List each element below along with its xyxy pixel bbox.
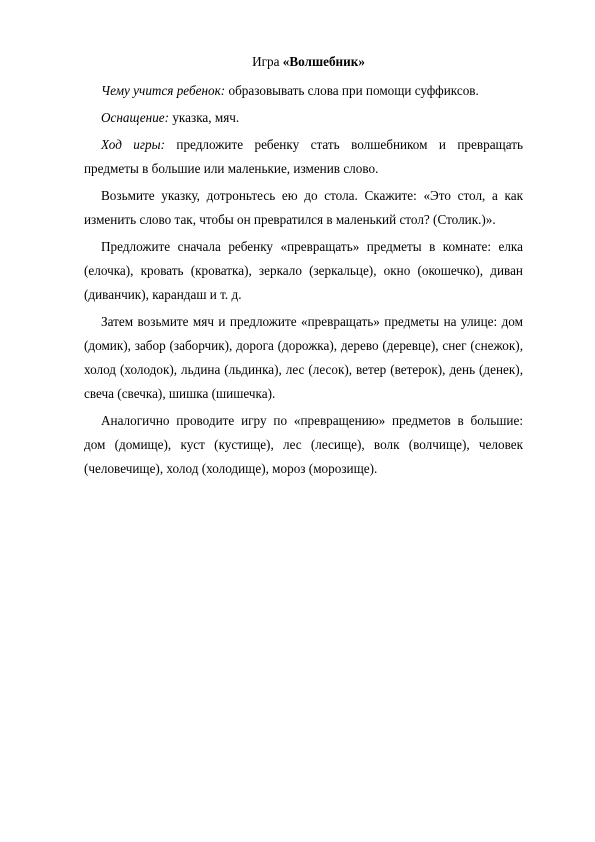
paragraph-text: Предложите сначала ребенку «превращать» предметы в комнате: елка (елочка), кровать (кроватка), зеркало (зеркальце), окно (окошечко), диван (диванчик), карандаш и т. д. bbox=[84, 239, 523, 302]
paragraph-augmentative bbox=[84, 409, 523, 481]
paragraph-text: указка, мяч. bbox=[169, 110, 240, 125]
paragraph-game-procedure bbox=[84, 133, 523, 181]
paragraph-text: Возьмите указку, дотроньтесь ею до стола. Скажите: «Это стол, а как изменить слово так, чтобы он превратился в маленький стол? (Столик.)». bbox=[84, 188, 523, 227]
paragraph-text: Аналогично проводите игру по «превращению» предметов в большие: дом (домище), куст (кустище), лес (лесище), волк (волчище), человек (человечище), холод (холодище), мороз (морозище). bbox=[84, 413, 523, 476]
paragraph-learning-goal bbox=[84, 79, 523, 103]
paragraph-street-objects bbox=[84, 310, 523, 406]
paragraph-text: образовывать слова при помощи суффиксов. bbox=[225, 83, 479, 98]
paragraph-room-objects bbox=[84, 235, 523, 307]
title-prefix: Игра bbox=[252, 54, 283, 69]
paragraph-label: Чему учится ребенок: bbox=[101, 83, 226, 98]
paragraph-text: предложите ребенку стать волшебником и превращать предметы в большие или маленькие, изменив слово. bbox=[84, 137, 523, 176]
paragraph-label: Оснащение: bbox=[101, 110, 170, 125]
paragraph-pointer-instruction bbox=[84, 184, 523, 232]
document-title bbox=[84, 50, 523, 74]
title-game-name: «Волшебник» bbox=[282, 54, 365, 69]
paragraph-text: Затем возьмите мяч и предложите «превращать» предметы на улице: дом (домик), забор (заборчик), дорога (дорожка), дерево (деревце), снег (снежок), холод (холодок), льдина (льдинка), лес (лесок), ветер (ветерок), день (денек), свеча (свечка), шишка (шишечка). bbox=[84, 314, 523, 401]
paragraph-equipment bbox=[84, 106, 523, 130]
document-body bbox=[84, 50, 523, 484]
paragraph-label: Ход игры: bbox=[101, 137, 165, 152]
